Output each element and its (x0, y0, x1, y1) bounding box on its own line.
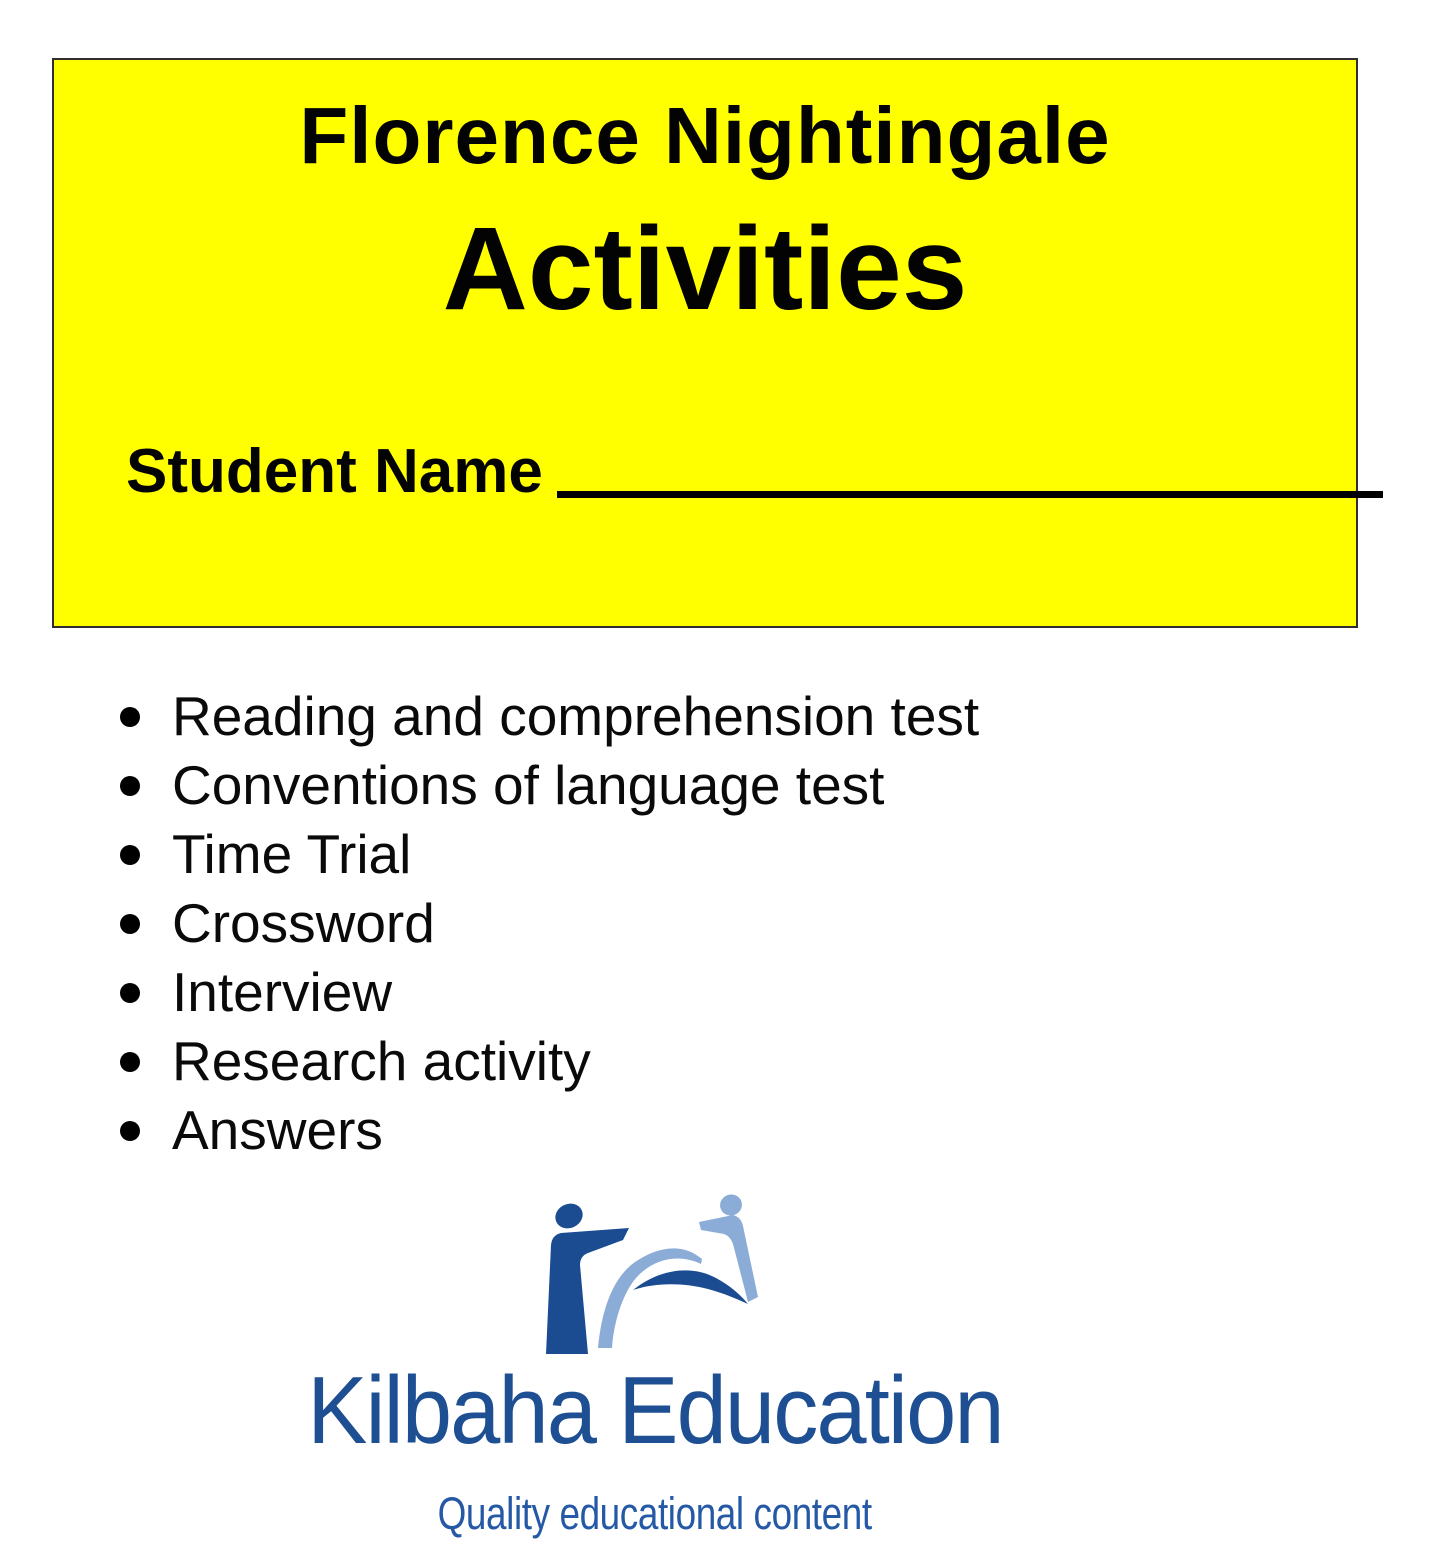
list-item-label: Conventions of language test (172, 754, 885, 816)
logo-light-arch (598, 1248, 702, 1348)
bullet-icon (120, 914, 140, 934)
list-item (120, 682, 979, 751)
bullet-icon (120, 707, 140, 727)
list-item (120, 1027, 979, 1096)
list-item-label: Research activity (172, 1030, 591, 1092)
brand-tagline (250, 1489, 1060, 1539)
student-name-row (54, 436, 1356, 507)
list-item-label: Time Trial (172, 823, 412, 885)
logo-left-figure-head (551, 1199, 587, 1233)
bullet-icon (120, 1121, 140, 1141)
student-name-label: Student Name (126, 437, 543, 506)
student-name-blank-line (557, 491, 1383, 498)
bullet-icon (120, 983, 140, 1003)
activities-list (0, 682, 979, 1165)
title-banner (52, 58, 1358, 628)
list-item (120, 1096, 979, 1165)
brand-tagline-text: Quality educational content (437, 1488, 873, 1539)
list-item-label: Reading and comprehension test (172, 685, 980, 747)
kilbaha-two-figures-bridge-icon (430, 1183, 770, 1358)
list-item (120, 958, 979, 1027)
list-item-label: Answers (172, 1099, 383, 1161)
brand-name-text: Kilbaha Education (307, 1357, 1003, 1464)
logo-right-figure-head (717, 1191, 745, 1218)
list-item-label: Crossword (172, 892, 435, 954)
list-item (120, 751, 979, 820)
publisher-footer (250, 1183, 1060, 1539)
brand-name (250, 1357, 1060, 1464)
list-item (120, 889, 979, 958)
logo-dark-arch (633, 1270, 748, 1304)
bullet-icon (120, 776, 140, 796)
list-item-label: Interview (172, 961, 393, 1023)
list-item (120, 820, 979, 889)
page-subtitle: Activities (442, 203, 968, 335)
bullet-icon (120, 845, 140, 865)
page-title: Florence Nightingale (299, 91, 1111, 180)
bullet-icon (120, 1052, 140, 1072)
